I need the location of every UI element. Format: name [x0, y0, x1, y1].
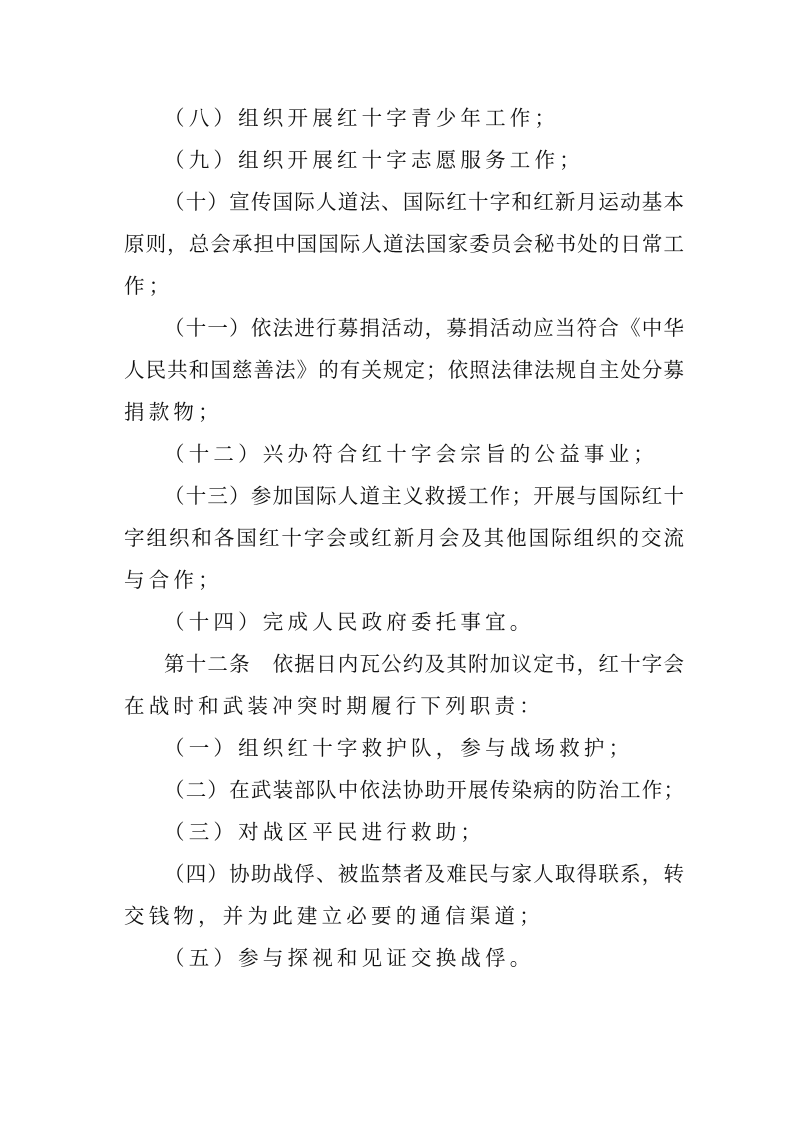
paragraph-line: 捐款物；	[124, 400, 223, 424]
paragraph-line: （四）协助战俘、被监禁者及难民与家人取得联系，转	[164, 862, 684, 886]
paragraph-line: 人民共和国慈善法》的有关规定；依照法律法规自主处分募	[124, 358, 684, 382]
paragraph-line: （五）参与探视和见证交换战俘。	[164, 946, 535, 970]
paragraph-line: （十四）完成人民政府委托事宜。	[164, 610, 535, 634]
paragraph-line: 在战时和武装冲突时期履行下列职责：	[124, 694, 544, 718]
article-heading-line: 第十二条 依据日内瓦公约及其附加议定书，红十字会	[164, 652, 684, 676]
paragraph-line: （十三）参加国际人道主义救援工作；开展与国际红十	[164, 484, 684, 508]
paragraph-line: （九）组织开展红十字志愿服务工作；	[164, 148, 584, 172]
paragraph-line: （八）组织开展红十字青少年工作；	[164, 106, 560, 130]
paragraph-line: （十二）兴办符合红十字会宗旨的公益事业；	[164, 442, 658, 466]
paragraph-line: 原则，总会承担中国国际人道法国家委员会秘书处的日常工	[124, 232, 684, 256]
paragraph-line: （二）在武装部队中依法协助开展传染病的防治工作；	[164, 778, 684, 802]
paragraph-line: 与合作；	[124, 568, 223, 592]
paragraph-line: （三）对战区平民进行救助；	[164, 820, 486, 844]
paragraph-line: 交钱物，并为此建立必要的通信渠道；	[124, 904, 544, 928]
paragraph-line: （十一）依法进行募捐活动，募捐活动应当符合《中华	[164, 316, 684, 340]
paragraph-line: 字组织和各国红十字会或红新月会及其他国际组织的交流	[124, 526, 684, 550]
paragraph-line: （十）宣传国际人道法、国际红十字和红新月运动基本	[164, 190, 684, 214]
paragraph-line: 作；	[124, 274, 174, 298]
paragraph-line: （一）组织红十字救护队，参与战场救护；	[164, 736, 634, 760]
